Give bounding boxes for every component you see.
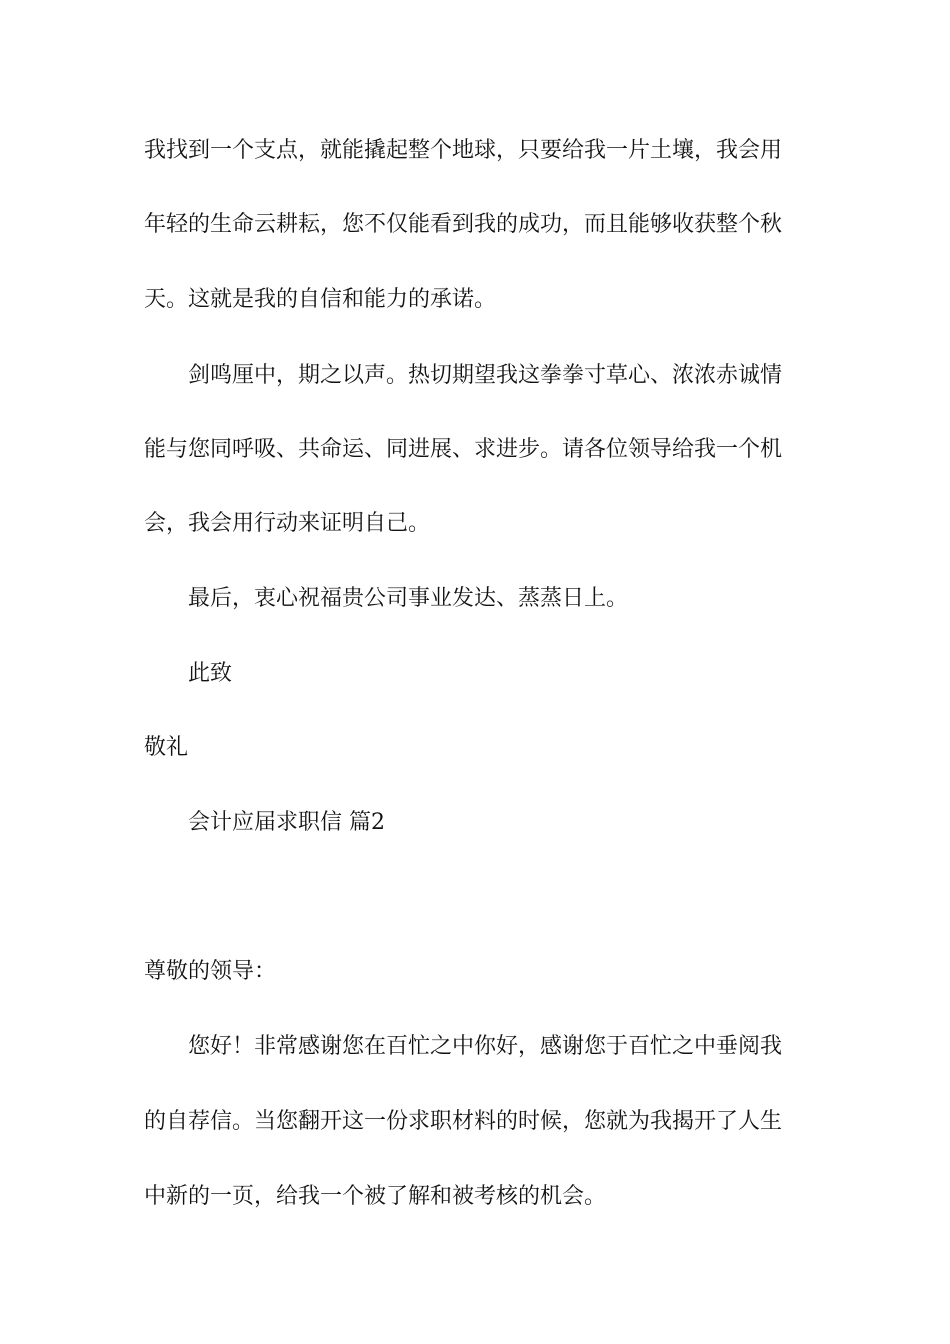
paragraph-line: 能与您同呼吸、共命运、同进展、求进步。请各位领导给我一个机 — [144, 437, 783, 462]
paragraph-line: 会，我会用行动来证明自己。 — [144, 511, 431, 536]
paragraph-line: 最后，衷心祝福贵公司事业发达、蒸蒸日上。 — [188, 586, 629, 611]
paragraph-line: 的自荐信。当您翻开这一份求职材料的时候，您就为我揭开了人生 — [144, 1109, 783, 1134]
section-heading: 会计应届求职信 篇2 — [188, 810, 385, 835]
greeting-line: 尊敬的领导： — [144, 959, 277, 984]
paragraph-line: 我找到一个支点，就能撬起整个地球，只要给我一片土壤，我会用 — [144, 138, 783, 163]
paragraph-line: 天。这就是我的自信和能力的承诺。 — [144, 287, 497, 312]
closing-salutation: 敬礼 — [144, 735, 189, 760]
paragraph-line: 您好！非常感谢您在百忙之中你好，感谢您于百忙之中垂阅我 — [188, 1034, 783, 1059]
paragraph-line: 中新的一页，给我一个被了解和被考核的机会。 — [144, 1184, 607, 1209]
closing-line: 此致 — [188, 661, 233, 686]
paragraph-line: 年轻的生命云耕耘，您不仅能看到我的成功，而且能够收获整个秋 — [144, 212, 783, 237]
paragraph-line: 剑鸣厘中，期之以声。热切期望我这拳拳寸草心、浓浓赤诚情 — [188, 363, 783, 388]
